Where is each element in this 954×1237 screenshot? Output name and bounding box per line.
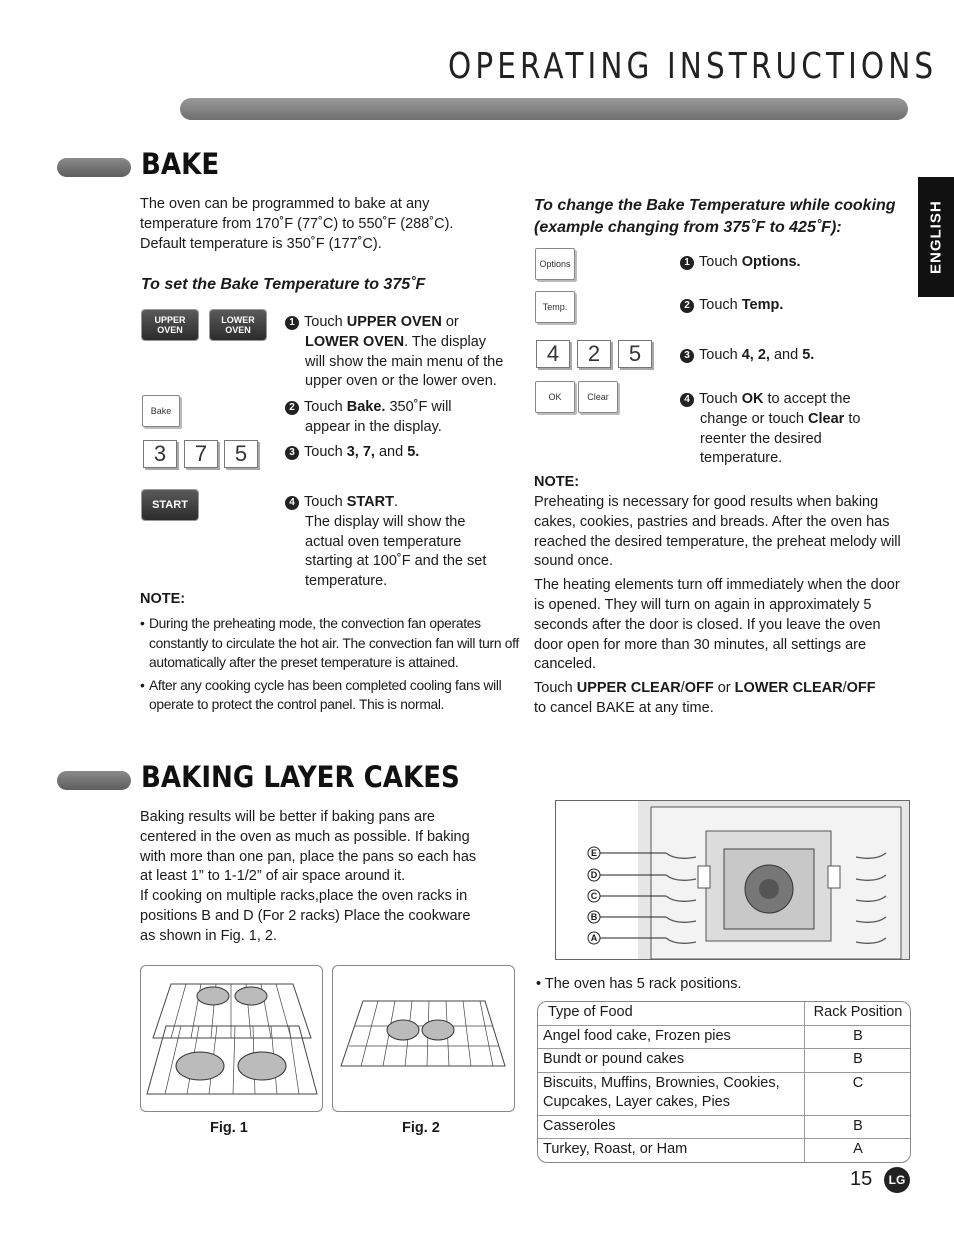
clear-button[interactable]: Clear bbox=[578, 381, 618, 413]
bake-note-title: NOTE: bbox=[140, 591, 186, 607]
step-text: . The display bbox=[404, 333, 487, 350]
note-text-bold: UPPER CLEAR bbox=[576, 680, 681, 697]
step-text-bold: Options. bbox=[741, 254, 801, 270]
one-rack-illustration bbox=[333, 966, 514, 1111]
upper-oven-button[interactable] bbox=[142, 310, 198, 340]
table-row bbox=[538, 1049, 910, 1073]
rack-positions-note-text: The oven has 5 rack positions. bbox=[544, 976, 742, 992]
cakes-intro-line: Baking results will be better if baking pans are bbox=[140, 809, 435, 825]
temp-button[interactable]: Temp. bbox=[535, 291, 575, 323]
step-text-bold: 5. bbox=[407, 444, 420, 460]
table-cell: B bbox=[805, 1026, 910, 1050]
step-number: 4 bbox=[680, 393, 694, 407]
lower-oven-label: OVEN bbox=[225, 325, 251, 335]
note-text: Touch bbox=[534, 680, 577, 697]
step-text-bold: START bbox=[346, 494, 394, 510]
bake-intro bbox=[140, 195, 520, 254]
step-number: 4 bbox=[285, 496, 299, 510]
step-text: Touch bbox=[699, 347, 742, 363]
bake-title: BAKE bbox=[141, 147, 220, 181]
set-bake-subtitle: To set the Bake Temperature to 375˚F bbox=[141, 276, 426, 293]
step-text: appear in the display. bbox=[305, 418, 442, 435]
cakes-intro-line: as shown in Fig. 1, 2. bbox=[140, 927, 278, 944]
step-text: to bbox=[844, 410, 861, 427]
figure-1-two-racks bbox=[140, 965, 323, 1112]
step-text: Touch bbox=[304, 494, 347, 510]
bake-section-marker bbox=[57, 158, 131, 177]
ok-button[interactable]: OK bbox=[535, 381, 575, 413]
page-number: 15 bbox=[850, 1168, 873, 1190]
oven-interior-drawing bbox=[556, 801, 909, 959]
step-number: 2 bbox=[680, 299, 694, 313]
cakes-intro-line: If cooking on multiple racks,place the oven racks in bbox=[140, 888, 468, 905]
note-paragraph bbox=[534, 679, 912, 719]
change-step-4 bbox=[680, 390, 910, 469]
figure-1-caption: Fig. 1 bbox=[210, 1120, 248, 1136]
table-cell: Turkey, Roast, or Ham bbox=[538, 1139, 805, 1162]
key-4[interactable]: 4 bbox=[536, 340, 570, 368]
step-text: upper oven or the lower oven. bbox=[305, 373, 497, 390]
note-paragraph: Preheating is necessary for good results when baking cakes, cookies, pastries and breads. After the oven has reached the desired temperature, the preheat melody will sound once. bbox=[534, 494, 901, 570]
lg-logo-icon: LG bbox=[884, 1167, 910, 1193]
step-text-bold: LOWER OVEN bbox=[305, 333, 405, 350]
bake-step-4 bbox=[285, 493, 515, 592]
step-text: Touch bbox=[699, 391, 742, 407]
step-text-bold: Temp. bbox=[741, 297, 784, 313]
change-temp-subtitle-line: (example changing from 375˚F to 425˚F): bbox=[534, 219, 842, 236]
step-text: . bbox=[394, 494, 399, 510]
table-cell: Biscuits, Muffins, Brownies, Cookies, Cupcakes, Layer cakes, Pies bbox=[538, 1073, 805, 1116]
note-text: / bbox=[680, 680, 685, 697]
key-3[interactable]: 3 bbox=[143, 440, 177, 468]
bake-step-3 bbox=[285, 443, 515, 463]
figure-2-one-rack bbox=[332, 965, 515, 1112]
step-text-bold: Clear bbox=[808, 410, 845, 427]
cakes-section-marker bbox=[57, 771, 131, 790]
bake-button[interactable]: Bake bbox=[142, 395, 180, 427]
note-text-bold: OFF bbox=[684, 680, 714, 697]
table-header-cell: Rack Position bbox=[805, 1002, 910, 1026]
step-text-bold: UPPER OVEN bbox=[346, 314, 442, 330]
cakes-intro-line: at least 1” to 1-1/2” of air space around it. bbox=[140, 868, 406, 885]
step-text: and bbox=[769, 347, 803, 363]
change-note-title: NOTE: bbox=[534, 474, 580, 490]
table-header-row bbox=[538, 1002, 910, 1026]
step-text-bold: Bake. bbox=[346, 399, 386, 415]
change-step-2 bbox=[680, 296, 910, 316]
rack-label-d: D bbox=[590, 870, 598, 880]
step-text: temperature. bbox=[700, 450, 783, 467]
note-item: • After any cooking cycle has been completed cooling fans will operate to protect the control panel. This is normal. bbox=[140, 676, 520, 715]
header-bar bbox=[180, 98, 908, 120]
step-text-bold: 3, 7, bbox=[346, 444, 375, 460]
step-text: change or touch bbox=[700, 410, 809, 427]
table-header-cell: Type of Food bbox=[538, 1002, 805, 1026]
change-step-1 bbox=[680, 253, 910, 273]
table-cell: Angel food cake, Frozen pies bbox=[538, 1026, 805, 1050]
step-number: 2 bbox=[285, 401, 299, 415]
step-text: to accept the bbox=[763, 391, 851, 407]
key-5[interactable]: 5 bbox=[224, 440, 258, 468]
rack-position-table bbox=[537, 1001, 911, 1163]
page-header-title: OPERATING INSTRUCTIONS bbox=[448, 46, 938, 87]
step-text-bold: 5. bbox=[802, 347, 815, 363]
upper-oven-label: OVEN bbox=[157, 325, 183, 335]
step-text: actual oven temperature bbox=[305, 533, 462, 550]
step-text: temperature. bbox=[305, 573, 388, 590]
step-text: Touch bbox=[699, 254, 742, 270]
bake-intro-line: The oven can be programmed to bake at any bbox=[140, 196, 430, 212]
step-text: and bbox=[374, 444, 408, 460]
rack-positions-note: • The oven has 5 rack positions. bbox=[536, 976, 742, 992]
note-text: or bbox=[713, 680, 735, 697]
step-text: or bbox=[441, 314, 459, 330]
table-cell: Bundt or pound cakes bbox=[538, 1049, 805, 1073]
table-cell: B bbox=[805, 1049, 910, 1073]
start-button[interactable]: START bbox=[142, 490, 198, 520]
note-text: to cancel BAKE at any time. bbox=[534, 699, 714, 716]
step-text: starting at 100˚F and the set bbox=[305, 553, 487, 570]
rack-label-b: B bbox=[590, 912, 598, 922]
step-text: Touch bbox=[304, 399, 347, 415]
step-text: Touch bbox=[304, 444, 347, 460]
rack-label-a: A bbox=[590, 933, 598, 943]
rack-label-c: C bbox=[590, 891, 598, 901]
language-tab-label: ENGLISH bbox=[927, 200, 945, 274]
note-item: • During the preheating mode, the convection fan operates constantly to circulate the hot air. The convection fan will turn off automatically after the preset temperature is attained. bbox=[140, 614, 520, 673]
step-text-bold: 4, 2, bbox=[741, 347, 770, 363]
lower-oven-label: LOWER bbox=[221, 315, 255, 325]
change-temp-subtitle-line: To change the Bake Temperature while cooking bbox=[534, 197, 896, 214]
table-row bbox=[538, 1116, 910, 1140]
key-2[interactable]: 2 bbox=[577, 340, 611, 368]
change-note-body bbox=[534, 493, 912, 719]
step-number: 1 bbox=[285, 316, 299, 330]
table-row bbox=[538, 1026, 910, 1050]
cakes-intro-line: centered in the oven as much as possible. If baking bbox=[140, 828, 470, 845]
key-5-change[interactable]: 5 bbox=[618, 340, 652, 368]
step-number: 3 bbox=[285, 446, 299, 460]
bake-step-2 bbox=[285, 398, 515, 438]
bake-note-list bbox=[140, 614, 520, 715]
step-text: Touch bbox=[304, 314, 347, 330]
note-text-bold: OFF bbox=[846, 680, 876, 697]
cakes-intro-line: with more than one pan, place the pans so each has bbox=[140, 848, 477, 865]
two-rack-illustration bbox=[141, 966, 322, 1111]
step-number: 3 bbox=[680, 349, 694, 363]
step-text: Touch bbox=[699, 297, 742, 313]
bake-step-1 bbox=[285, 313, 515, 392]
cakes-intro bbox=[140, 808, 530, 947]
step-text-bold: OK bbox=[741, 391, 764, 407]
lower-oven-button[interactable] bbox=[210, 310, 266, 340]
rack-label-e: E bbox=[590, 848, 597, 858]
upper-oven-label: UPPER bbox=[154, 315, 186, 325]
change-step-3 bbox=[680, 346, 910, 366]
step-text: 350˚F will bbox=[385, 399, 452, 415]
oven-rack-positions-illustration bbox=[555, 800, 910, 960]
step-text: will show the main menu of the bbox=[305, 353, 504, 370]
figure-2-caption: Fig. 2 bbox=[402, 1120, 440, 1136]
note-text: / bbox=[842, 680, 847, 697]
key-7[interactable]: 7 bbox=[184, 440, 218, 468]
note-text-bold: LOWER CLEAR bbox=[734, 680, 843, 697]
step-text: reenter the desired bbox=[700, 430, 822, 447]
cakes-intro-line: positions B and D (For 2 racks) Place the cookware bbox=[140, 907, 471, 924]
bake-intro-line: temperature from 170˚F (77˚C) to 550˚F (288˚C). bbox=[140, 215, 454, 232]
note-paragraph: The heating elements turn off immediately when the door is opened. They will turn on again in approximately 5 seconds after the door is closed. If you leave the oven door open for more than 30 minutes, all settings are canceled. bbox=[534, 577, 900, 673]
bake-intro-line: Default temperature is 350˚F (177˚C). bbox=[140, 235, 382, 252]
table-cell: A bbox=[853, 1141, 863, 1157]
cakes-title: BAKING LAYER CAKES bbox=[141, 760, 460, 794]
table-cell: C bbox=[805, 1073, 910, 1116]
table-row bbox=[538, 1139, 910, 1162]
step-number: 1 bbox=[680, 256, 694, 270]
options-button[interactable]: Options bbox=[535, 248, 575, 280]
step-text: The display will show the bbox=[305, 513, 466, 530]
table-cell: B bbox=[805, 1116, 910, 1140]
table-cell: Casseroles bbox=[538, 1116, 805, 1140]
change-temp-subtitle bbox=[534, 195, 924, 239]
table-row bbox=[538, 1073, 910, 1116]
